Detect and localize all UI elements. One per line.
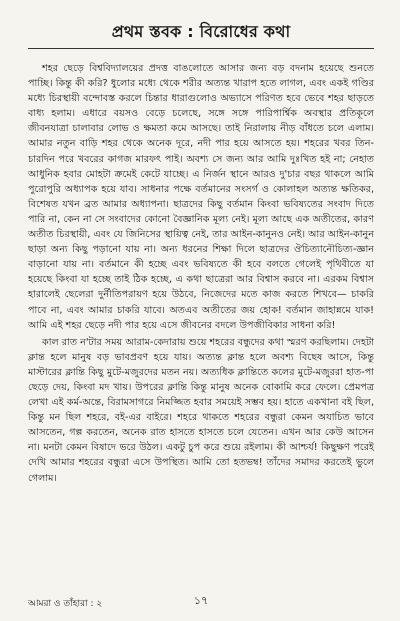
running-head: আমরা ও তাঁহারা : ২: [28, 599, 103, 609]
chapter-title: প্রথম স্তবক : বিরোধের কথা: [111, 22, 291, 41]
page-content: [28, 22, 374, 486]
paragraph-2: কাল রাত ন'টার সময় আরাম-কেদারায় শুয়ে শহরের বন্ধুদের কথা স্মরণ করছিলাম। দেহটা ক্লান্ত হলে মানুষ বড় ভাবপ্রবণ হয়ে যায়। অত্যন্ত ক্লান্ত হলে অবশ্য বিছেষ আসে, কিন্তু মাস্টারের ক্লান্তি কিছু মুটে-মজুরদের মতন নয়। অত্যধিক ক্লান্তিতে কলের মুটে-মজুররা হাত-পা ছেড়ে দেয়, কিংবা মদ খায়। উপরের ক্লান্তি কিন্তু মানুষ অনেক বোকামি করে ফেলে। প্রেমপত্র লেখা এই কর্ম-অন্তে, বিরামসাগরে নিমজ্জিত হবার সময়েই সম্ভব হয়। হাতে একখানা বই ছিল, কিন্তু মন ছিল শহরে, বই-এর বাইরে। শহরে থাকতে শহরের বন্ধুরা কেমন অযাচিত ভাবে আসতেন, গল্প করতেন, অনেক রাত হাসতে হাসতে চলে যেতেন। এখন আর কেউ আসেন না। মনটা কেমন বিষাদে ভরে উঠল। একটু চুপ করে শুয়ে রইলাম। কী আশ্চর্য! কিছুক্ষণ পরেই দেখি আমার শহরের বন্ধুরা এসে উপস্থিত। আমি তো হতভম্ব! তাঁদের সমাদর করতেই ভুলে গেলাম।: [28, 336, 374, 484]
paragraph-1: শহর ছেড়ে বিশ্ববিদ্যালয়ের প্রদত্ত বাঙলোতে আসার জন্য বড় বদনাম হয়েছে শুনতে পাচ্ছি। কিন্তু কী করি? ধুলোর মধ্যে থেকে শরীর অত্যন্ত খারাপ হতে লাগল, এবং একই গণ্ডির মধ্যে চিরস্থায়ী বন্দোবস্ত করলে চিন্তার ধারাগুলোও অভ্যাসে পরিণত হবে ভেবে শহর ছাড়তে বাধ্য হলাম। এধারে বয়সও বেড়ে চলেছে, সঙ্গে সঙ্গে পারিপার্শ্বিক অবস্থার প্রতিকূলে জীবনযাত্রা চালাবার লোভ ও ক্ষমতা কমে আসছে। তাই নিরালায় নীড় বাঁধতে চলে এলাম। আমার নতুন বাড়ি শহর থেকে অনেক দূরে, নদী পার হয়ে আসতে হয়। শহরের খবর তিন-চারদিন পরে খবরের কাগজ মারফৎ পাই। অবশ্য সে জন্য আর আমি দুঃখিত হই না; নেহাত আধুনিক হবার মোহটা ক্রমেই কেটে যাচ্ছে। এ নির্জন স্থানে আরও দু'চার বছর থাকলে আমি পুরোপুরি অধ্যাপক হয়ে যাব। সাধনার পক্ষে বর্তমানের সংসর্গ ও কোলাহল অত্যন্ত ক্ষতিকর, বিশেষত যখন ব্রত আমার অধ্যাপনা। ছাত্রদের কিছু বর্তমান কিংবা ভবিষ্যতের সংবাদ দিতে পারি না, কেন না সে সংবাদের কোনো বৈজ্ঞানিক মূল্য নেই। মূল্য আছে এক অতীতের, কারণ অতীত চিরস্থায়ী, এবং যে জিনিসের স্থায়িত্ব নেই, তার আইন-কানুনও নেই। আর আইন-কানুন ছাড়া অন্য কিছু পড়ানো যায় না। অন্য ধরনের শিক্ষা দিলে ছাত্রদের ঔচিত্যানৌচিত্য-জ্ঞান বাড়ানো যায় না। বর্তমানে কী হচ্ছে এবং ভবিষ্যতে কী হবে বলতে গেলেই পৃথিবীতে যা হয়েছে কিংবা যা হচ্ছে তাই ঠিক হচ্ছে, এ কথা ছাত্রেরা আর বিশ্বাস করবে না। এরকম বিশ্বাস হারালেই ছেলেরা দুর্নীতিপরায়ণ হয়ে উঠবে, নিজেদের মতে কাজ করতে শিখবে— চাকরি পাবে না, এবং আমার চাকরি যাবে। অতএব অতীতের জয় হোক! বর্তমান জাহান্নমে যাক! আমি এই শহর ছেড়ে নদী পার হয়ে এসে জীবনের বদলে উপজীবিকার সাধনা করি!: [28, 63, 374, 331]
page-number: ১৭: [193, 594, 209, 607]
title-rule: [28, 48, 374, 49]
